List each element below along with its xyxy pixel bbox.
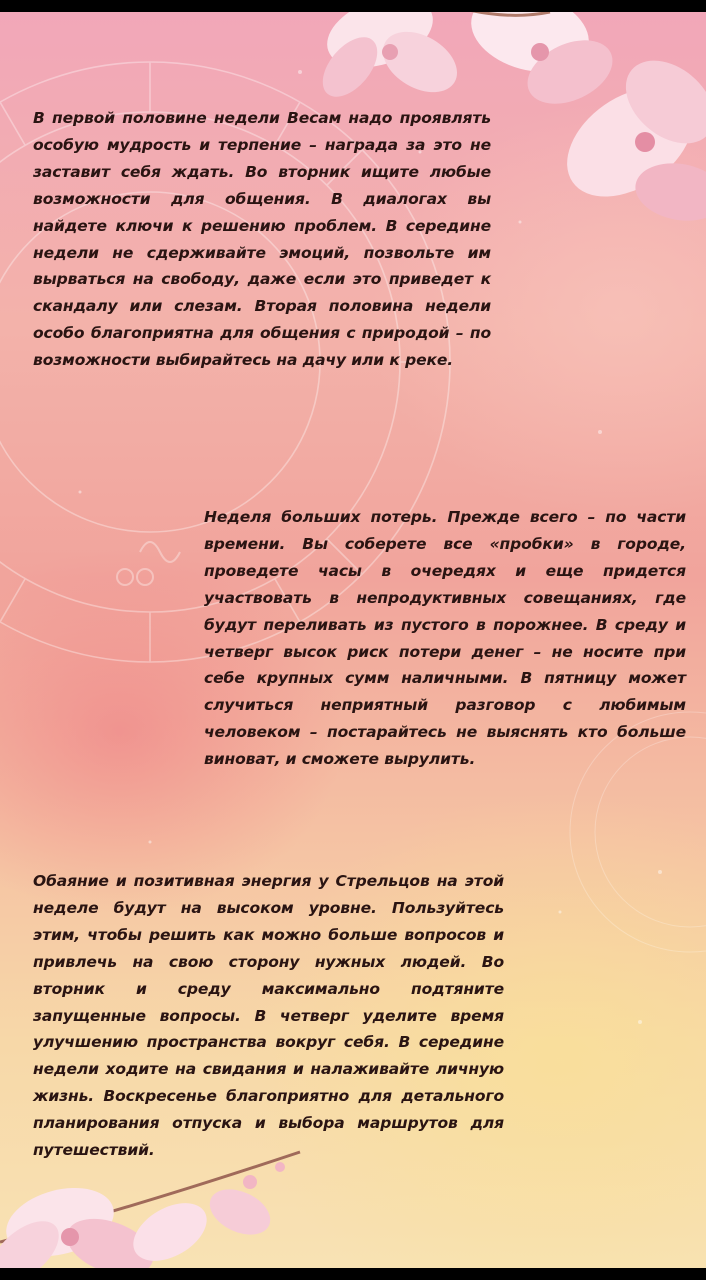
top-black-bar (0, 0, 706, 12)
libra-forecast-paragraph: В первой половине недели Весам надо проявлять особую мудрость и терпение – награда за это не заставит себя ждать. Во вторник ищите любые возможности для общения. В диалогах вы найдете ключи к решению проблем. В середине недели не сдерживайте эмоций, позвольте им вырваться на свободу, даже если это приведет к скандалу или слезам. Вторая половина недели особо благоприятна для общения с природой – по возможности выбирайтесь на дачу или к реке. (33, 109, 491, 370)
forecast-paragraph-losses: Неделя больших потерь. Прежде всего – по части времени. Вы соберете все «пробки» в городе, проведете часы в очередях и еще придется участвовать в непродуктивных совещаниях, где будут переливать из пустого в порожнее. В среду и четверг высок риск потери денег – не носите при себе крупных сумм наличными. В пятницу может случиться неприятный разговор с любимым человеком – постарайтесь не выяснять кто больше виноват, и сможете вырулить. (204, 508, 686, 769)
sagittarius-forecast-paragraph: Обаяние и позитивная энергия у Стрельцов на этой неделе будут на высоком уровне. Пользуйтесь этим, чтобы решить как можно больше вопросов и привлечь на свою сторону нужных людей. Во вторник и среду максимально подтяните запущенные вопросы. В четверг уделите время улучшению пространства вокруг себя. В середине недели ходите на свидания и налаживайте личную жизнь. Воскресенье благоприятно для детального планирования отпуска и выбора маршрутов для путешествий. (33, 872, 504, 1160)
bottom-black-bar (0, 1268, 706, 1280)
horoscope-page (0, 12, 706, 1268)
